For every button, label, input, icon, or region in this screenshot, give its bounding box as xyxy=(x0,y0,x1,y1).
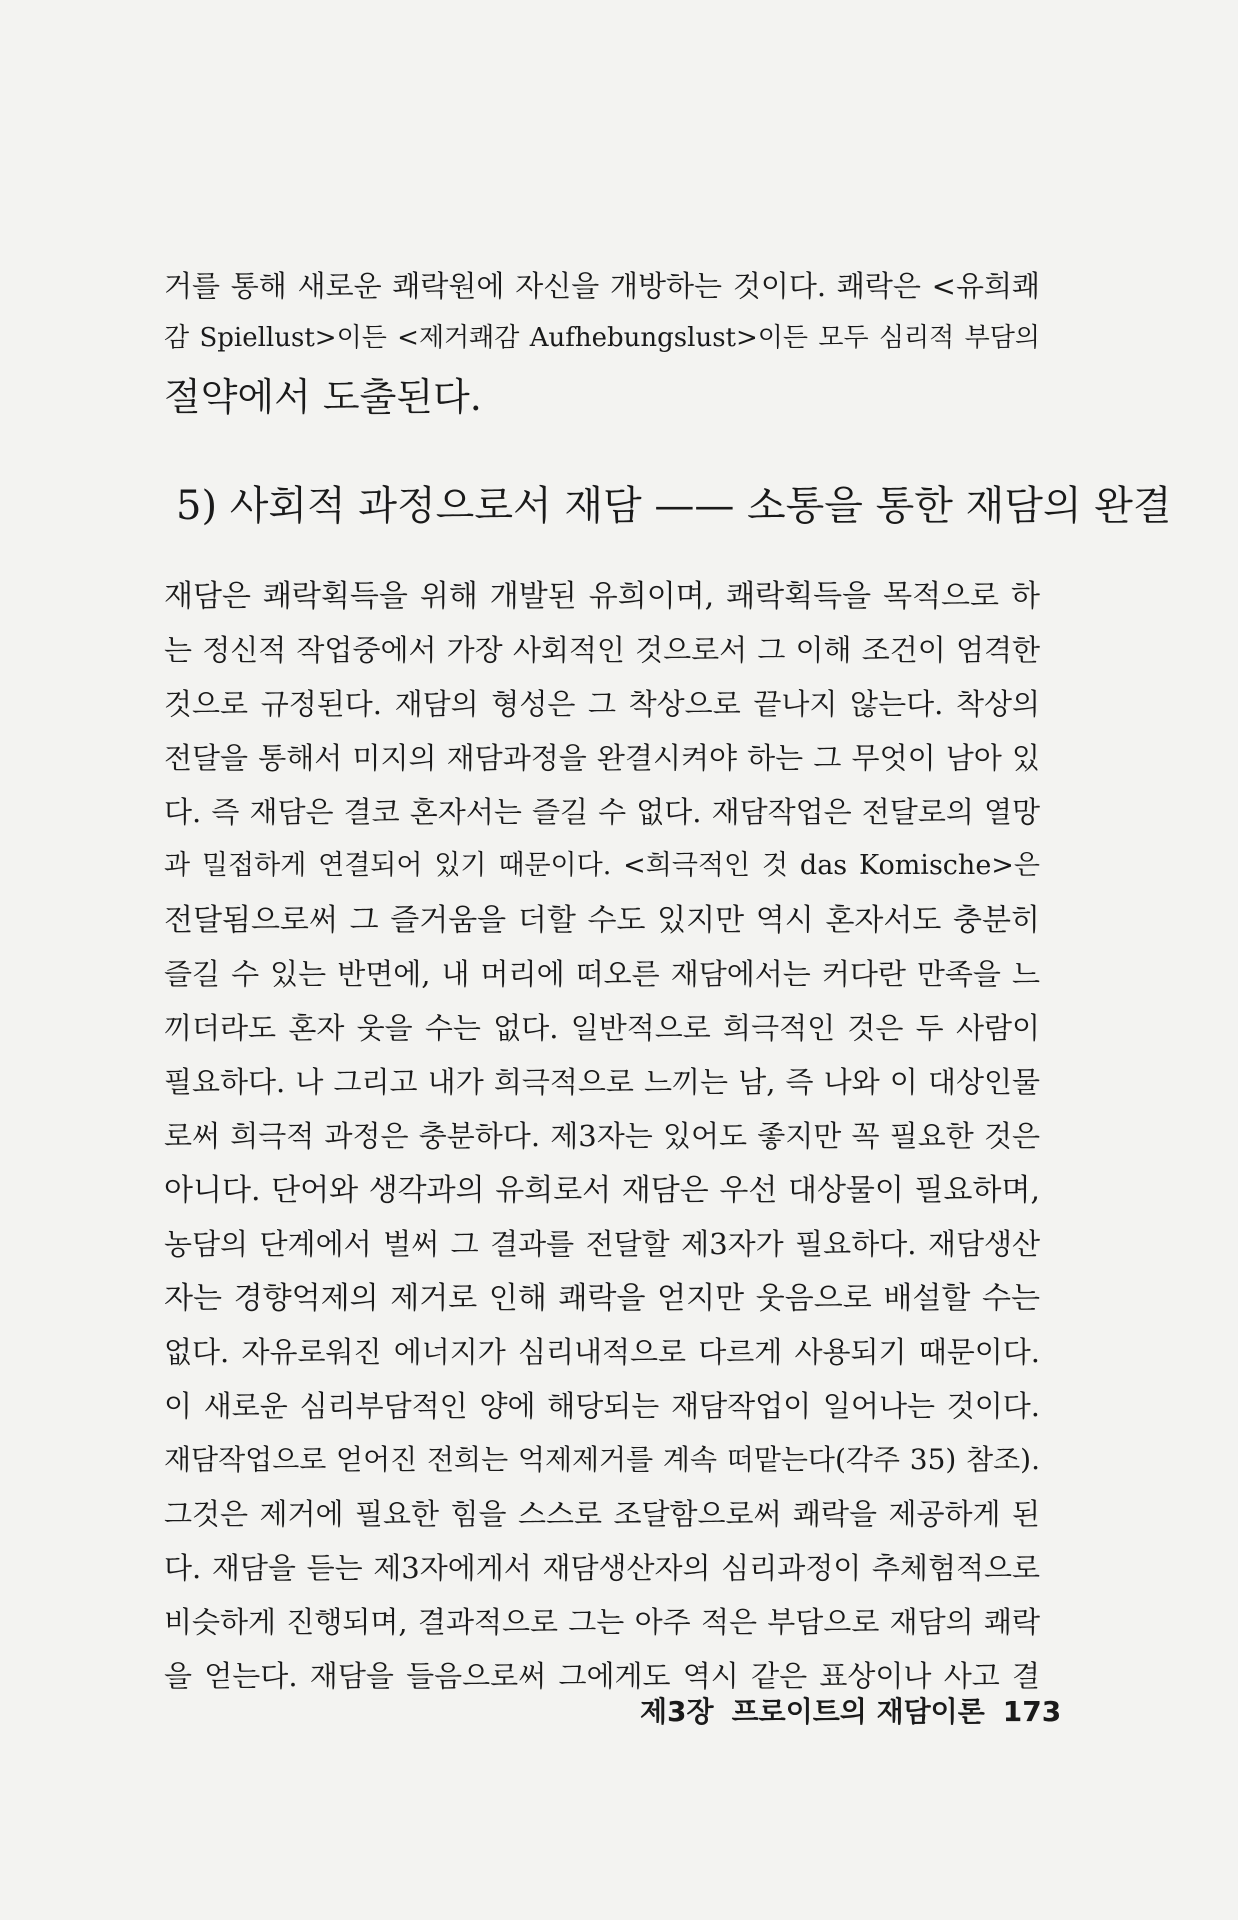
text-line: 로써 희극적 과정은 충분하다. 제3자는 있어도 좋지만 꼭 필요한 것은 xyxy=(164,1119,1040,1153)
page-footer xyxy=(640,1690,1062,1730)
text-line: 는 정신적 작업중에서 가장 사회적인 것으로서 그 이해 조건이 엄격한 xyxy=(164,633,1040,667)
page-number: 173 xyxy=(1002,1695,1062,1728)
text-line: 것으로 규정된다. 재담의 형성은 그 착상으로 끝나지 않는다. 착상의 xyxy=(164,687,1040,721)
text-line: 재담은 쾌락획득을 위해 개발된 유희이며, 쾌락획득을 목적으로 하 xyxy=(164,579,1040,614)
text-line: 필요하다. 나 그리고 내가 희극적으로 느끼는 남, 즉 나와 이 대상인물 xyxy=(164,1065,1040,1099)
text-line: 다. 재담을 듣는 제3자에게서 재담생산자의 심리과정이 추체험적으로 xyxy=(164,1551,1040,1585)
text-line: 끼더라도 혼자 웃을 수는 없다. 일반적으로 희극적인 것은 두 사람이 xyxy=(164,1011,1040,1045)
text-line: 아니다. 단어와 생각과의 유희로서 재담은 우선 대상물이 필요하며, xyxy=(164,1173,1040,1208)
text-line: 다. 즉 재담은 결코 혼자서는 즐길 수 없다. 재담작업은 전달로의 열망 xyxy=(164,795,1040,829)
footer-chapter: 제3장 xyxy=(640,1695,714,1728)
text-line: 과 밀접하게 연결되어 있기 때문이다. <희극적인 것 das Komische>은 xyxy=(164,850,1040,881)
text-line: 을 얻는다. 재담을 들음으로써 그에게도 역시 같은 표상이나 사고 결 xyxy=(164,1659,1040,1693)
text-line: 재담작업으로 얻어진 전희는 억제제거를 계속 떠맡는다(각주 35) 참조). xyxy=(164,1443,1040,1476)
text-line: 이 새로운 심리부담적인 양에 해당되는 재담작업이 일어나는 것이다. xyxy=(164,1389,1040,1423)
text-line: 없다. 자유로워진 에너지가 심리내적으로 다르게 사용되기 때문이다. xyxy=(164,1335,1040,1369)
body-paragraph xyxy=(164,579,1040,1716)
text-line: 자는 경향억제의 제거로 인해 쾌락을 얻지만 웃음으로 배설할 수는 xyxy=(164,1281,1040,1316)
text-line: 절약에서 도출된다. xyxy=(164,375,482,419)
text-line: 그것은 제거에 필요한 힘을 스스로 조달함으로써 쾌락을 제공하게 된 xyxy=(164,1497,1040,1531)
text-line: 비슷하게 진행되며, 결과적으로 그는 아주 적은 부담으로 재담의 쾌락 xyxy=(164,1605,1040,1639)
text-line: 감 Spiellust>이든 <제거쾌감 Aufhebungslust>이든 모두 심리적 부담의 xyxy=(164,323,1040,353)
text-line: 거를 통해 새로운 쾌락원에 자신을 개방하는 것이다. 쾌락은 <유희쾌 xyxy=(164,269,1040,303)
text-line: 전달됨으로써 그 즐거움을 더할 수도 있지만 역시 혼자서도 충분히 xyxy=(164,903,1040,938)
text-line: 즐길 수 있는 반면에, 내 머리에 떠오른 재담에서는 커다란 만족을 느 xyxy=(164,957,1040,991)
section-heading: 5) 사회적 과정으로서 재담 —— 소통을 통한 재담의 완결 xyxy=(176,483,1172,529)
footer-title: 프로이트의 재담이론 xyxy=(731,1695,985,1728)
intro-paragraph xyxy=(164,269,1040,431)
text-line: 농담의 단계에서 벌써 그 결과를 전달할 제3자가 필요하다. 재담생산 xyxy=(164,1227,1040,1261)
text-line: 전달을 통해서 미지의 재담과정을 완결시켜야 하는 그 무엇이 남아 있 xyxy=(164,741,1040,775)
